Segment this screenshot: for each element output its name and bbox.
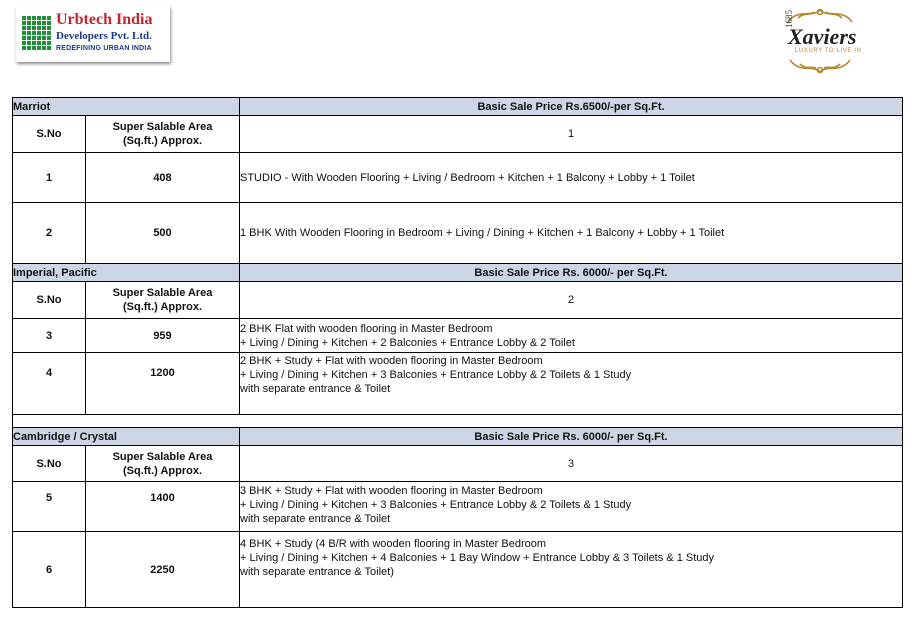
row-description xyxy=(240,532,903,608)
urbtech-logo xyxy=(16,6,170,62)
row-description-line: 2 BHK Flat with wooden flooring in Master Bedroom xyxy=(240,322,493,335)
row-description xyxy=(240,153,903,203)
column-area-header-line1: Super Salable Area xyxy=(112,121,213,133)
column-sno-header: S.No xyxy=(13,446,86,482)
row-area: 1400 xyxy=(86,482,240,532)
column-sno-header: S.No xyxy=(13,282,86,319)
xaviers-logo xyxy=(768,4,872,76)
row-description-line: 4 BHK + Study (4 B/R with wooden flooring in Master Bedroom xyxy=(240,538,547,550)
row-description-line: 3 BHK + Study + Flat with wooden flooring in Master Bedroom xyxy=(240,485,543,497)
section-spacer xyxy=(13,415,903,428)
row-area: 1200 xyxy=(86,353,240,415)
column-area-header-line2: (Sq.ft.) Approx. xyxy=(122,464,203,477)
column-area-header-line1: Super Salable Area xyxy=(112,287,213,299)
section-header-cambridge-crystal xyxy=(13,428,903,446)
column-header-row xyxy=(13,446,903,482)
row-description-line: + Living / Dining + Kitchen + 4 Balconies + 1 Bay Window + Entrance Lobby & 3 Toilets & 1 Study xyxy=(240,552,714,564)
table-row xyxy=(13,482,903,532)
section-number: 3 xyxy=(240,446,903,482)
row-area: 2250 xyxy=(86,532,240,608)
table-row xyxy=(13,153,903,203)
section-header-marriot xyxy=(13,98,903,116)
urbtech-grid-icon xyxy=(21,15,51,51)
row-description-line: + Living / Dining + Kitchen + 3 Balconies + Entrance Lobby & 2 Toilets & 1 Study xyxy=(240,369,632,381)
row-description xyxy=(240,319,903,353)
row-sno: 4 xyxy=(13,353,86,415)
xaviers-seal-number: 1685 xyxy=(784,10,794,28)
row-sno: 6 xyxy=(13,532,86,608)
row-area: 500 xyxy=(86,203,240,264)
row-description-line: STUDIO - With Wooden Flooring + Living / Bedroom + Kitchen + 1 Balcony + Lobby + 1 Toilet xyxy=(240,171,695,184)
price-list-table xyxy=(12,97,903,608)
table-row xyxy=(13,203,903,264)
column-area-header-line2: (Sq.ft.) Approx. xyxy=(122,301,203,313)
section-name: Cambridge / Crystal xyxy=(13,428,240,446)
row-description-line: with separate entrance & Toilet xyxy=(240,383,391,395)
row-area: 959 xyxy=(86,319,240,353)
column-area-header xyxy=(86,116,240,153)
section-number: 2 xyxy=(240,282,903,319)
row-description-line: 1 BHK With Wooden Flooring in Bedroom + Living / Dining + Kitchen + 1 Balcony + Lobby + 1 Toilet xyxy=(240,227,725,239)
urbtech-logo-tagline: REDEFINING URBAN INDIA xyxy=(56,45,152,52)
table-row xyxy=(13,353,903,415)
row-description-line: + Living / Dining + Kitchen + 2 Balconies + Entrance Lobby & 2 Toilet xyxy=(240,336,575,349)
row-description xyxy=(240,353,903,415)
section-name: Imperial, Pacific xyxy=(13,264,240,282)
table-row xyxy=(13,319,903,353)
spacer-cell xyxy=(13,415,903,428)
section-name: Marriot xyxy=(13,98,240,116)
column-area-header-line1: Super Salable Area xyxy=(112,450,213,463)
column-area-header xyxy=(86,282,240,319)
column-header-row xyxy=(13,116,903,153)
section-price: Basic Sale Price Rs. 6000/- per Sq.Ft. xyxy=(240,428,903,446)
row-area: 408 xyxy=(86,153,240,203)
section-price: Basic Sale Price Rs.6500/-per Sq.Ft. xyxy=(240,98,903,116)
row-sno: 1 xyxy=(13,153,86,203)
column-area-header xyxy=(86,446,240,482)
xaviers-tagline: LUXURY TO LIVE IN xyxy=(795,48,862,54)
column-area-header-line2: (Sq.ft.) Approx. xyxy=(122,135,203,147)
row-description-line: + Living / Dining + Kitchen + 3 Balconies + Entrance Lobby & 2 Toilets & 1 Study xyxy=(240,499,632,511)
row-sno: 2 xyxy=(13,203,86,264)
urbtech-logo-subtitle: Developers Pvt. Ltd. xyxy=(56,30,152,42)
section-header-imperial-pacific xyxy=(13,264,903,282)
row-description-line: with separate entrance & Toilet) xyxy=(240,566,394,578)
row-description-line: 2 BHK + Study + Flat with wooden flooring in Master Bedroom xyxy=(240,355,543,367)
urbtech-logo-name: Urbtech India xyxy=(56,11,153,28)
column-header-row xyxy=(13,282,903,319)
table-row xyxy=(13,532,903,608)
row-description xyxy=(240,203,903,264)
xaviers-brand-name: Xaviers xyxy=(788,24,857,49)
row-description-line: with separate entrance & Toilet xyxy=(240,513,391,525)
row-sno: 3 xyxy=(13,319,86,353)
section-price: Basic Sale Price Rs. 6000/- per Sq.Ft. xyxy=(240,264,903,282)
section-number: 1 xyxy=(240,116,903,153)
column-sno-header: S.No xyxy=(13,116,86,153)
row-sno: 5 xyxy=(13,482,86,532)
row-description xyxy=(240,482,903,532)
